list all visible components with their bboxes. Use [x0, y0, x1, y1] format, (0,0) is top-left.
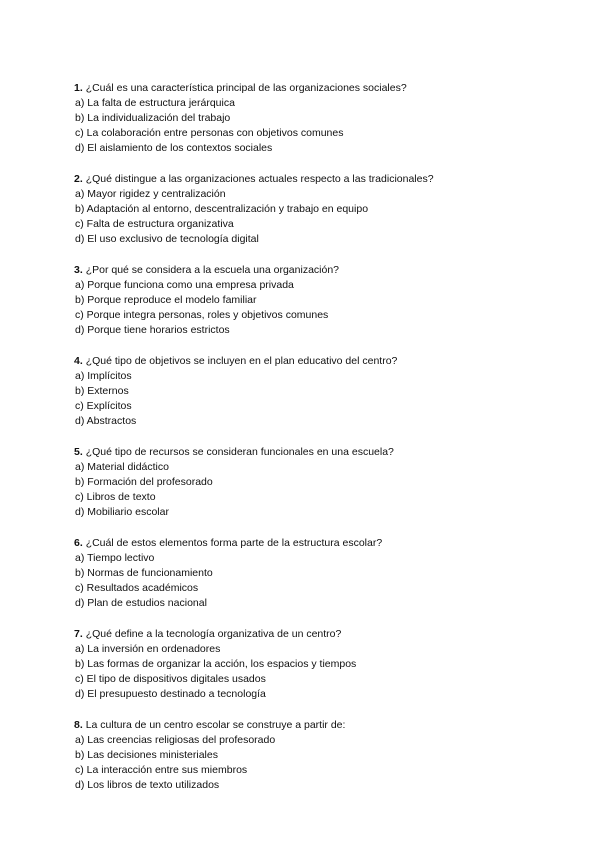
answer-option: c) La colaboración entre personas con objetivos comunes [75, 127, 344, 139]
question-block [74, 718, 574, 793]
answer-option: d) Abstractos [75, 415, 137, 427]
question-prompt: ¿Qué define a la tecnología organizativa de un centro? [85, 628, 342, 640]
question-block [74, 445, 574, 520]
answer-option: b) La individualización del trabajo [75, 112, 231, 124]
answer-option: d) Porque tiene horarios estrictos [75, 324, 230, 336]
answer-option: c) Libros de texto [75, 491, 156, 503]
question-prompt: ¿Qué tipo de recursos se consideran funcionales en una escuela? [85, 446, 394, 458]
answer-option: c) El tipo de dispositivos digitales usados [75, 673, 266, 685]
answer-option: a) Implícitos [75, 370, 132, 382]
question-block [74, 81, 574, 156]
answer-option: a) Porque funciona como una empresa privada [75, 279, 294, 291]
answer-option: b) Normas de funcionamiento [75, 567, 213, 579]
answer-option: d) El uso exclusivo de tecnología digital [75, 233, 259, 245]
answer-option: b) Porque reproduce el modelo familiar [75, 294, 257, 306]
answer-option: b) Las formas de organizar la acción, los espacios y tiempos [75, 658, 357, 670]
answer-option: c) Porque integra personas, roles y objetivos comunes [75, 309, 329, 321]
question-text [74, 536, 574, 551]
answer-option: d) El aislamiento de los contextos sociales [75, 142, 273, 154]
question-prompt: La cultura de un centro escolar se construye a partir de: [85, 719, 346, 731]
quiz-document [74, 81, 574, 809]
answer-option: d) El presupuesto destinado a tecnología [75, 688, 266, 700]
question-block [74, 536, 574, 611]
answer-option: c) Falta de estructura organizativa [75, 218, 234, 230]
question-text [74, 445, 574, 460]
question-number: 8. [74, 719, 83, 731]
question-text [74, 354, 574, 369]
question-number: 1. [74, 82, 83, 94]
answer-option: b) Las decisiones ministeriales [75, 749, 218, 761]
question-number: 2. [74, 173, 83, 185]
question-number: 4. [74, 355, 83, 367]
answer-option: d) Mobiliario escolar [75, 506, 169, 518]
answer-option: b) Externos [75, 385, 129, 397]
question-prompt: ¿Cuál es una característica principal de las organizaciones sociales? [85, 82, 407, 94]
question-block [74, 354, 574, 429]
answer-option: a) Tiempo lectivo [75, 552, 155, 564]
question-prompt: ¿Cuál de estos elementos forma parte de la estructura escolar? [85, 537, 383, 549]
question-block [74, 627, 574, 702]
answer-option: a) Mayor rigidez y centralización [75, 188, 226, 200]
question-prompt: ¿Por qué se considera a la escuela una organización? [85, 264, 340, 276]
answer-option: a) Material didáctico [75, 461, 169, 473]
answer-option: a) Las creencias religiosas del profesorado [75, 734, 276, 746]
answer-option: d) Plan de estudios nacional [75, 597, 207, 609]
answer-option: a) La inversión en ordenadores [75, 643, 221, 655]
question-number: 7. [74, 628, 83, 640]
question-number: 5. [74, 446, 83, 458]
answer-option: d) Los libros de texto utilizados [75, 779, 220, 791]
question-number: 3. [74, 264, 83, 276]
question-number: 6. [74, 537, 83, 549]
answer-option: c) Resultados académicos [75, 582, 199, 594]
answer-option: a) La falta de estructura jerárquica [75, 97, 235, 109]
answer-option: b) Formación del profesorado [75, 476, 213, 488]
question-text [74, 627, 574, 642]
question-prompt: ¿Qué tipo de objetivos se incluyen en el plan educativo del centro? [85, 355, 398, 367]
question-text [74, 172, 574, 187]
question-prompt: ¿Qué distingue a las organizaciones actuales respecto a las tradicionales? [85, 173, 434, 185]
question-block [74, 263, 574, 338]
question-text [74, 81, 574, 96]
question-text [74, 263, 574, 278]
answer-option: c) La interacción entre sus miembros [75, 764, 248, 776]
question-block [74, 172, 574, 247]
question-text [74, 718, 574, 733]
answer-option: c) Explícitos [75, 400, 132, 412]
answer-option: b) Adaptación al entorno, descentralización y trabajo en equipo [75, 203, 369, 215]
